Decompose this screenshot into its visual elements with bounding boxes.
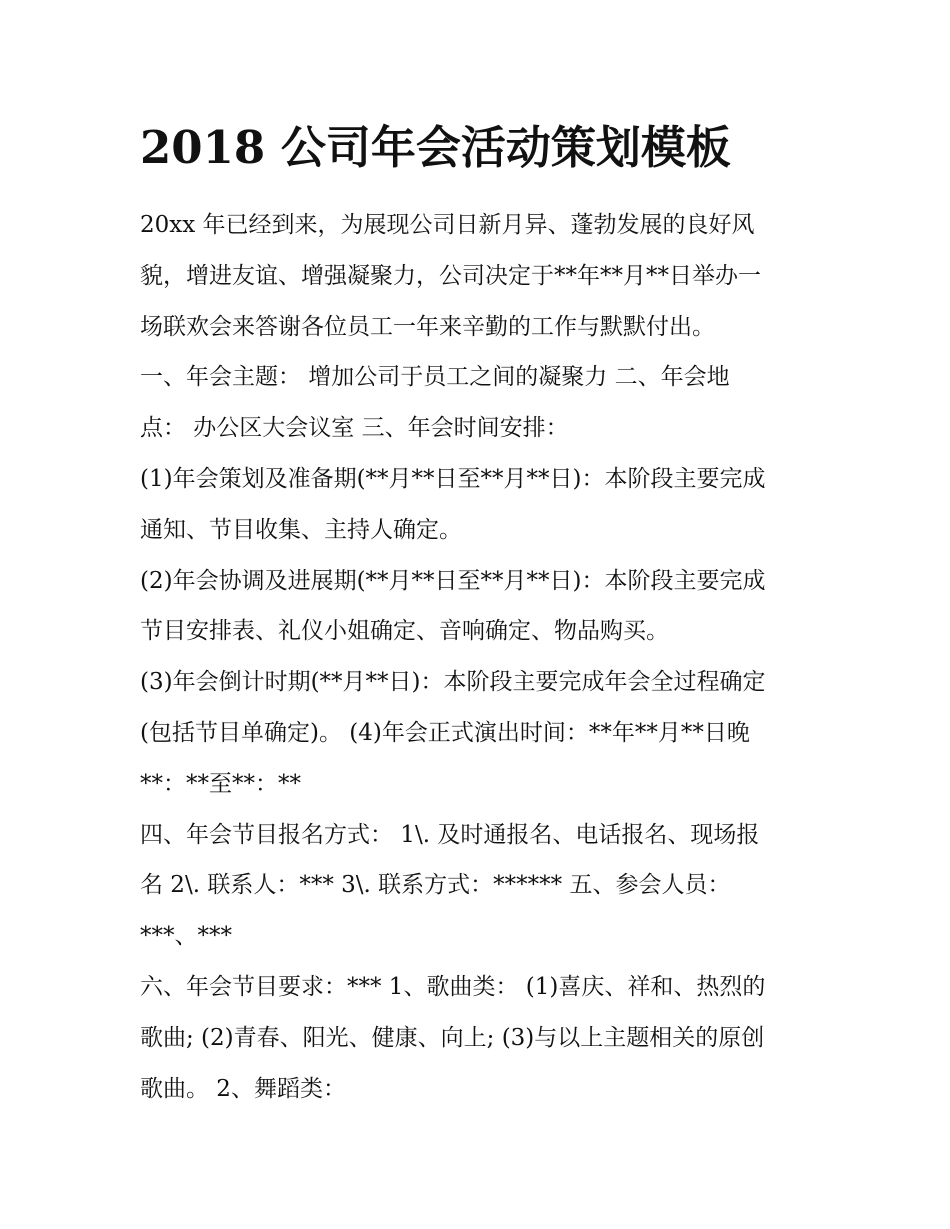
body-line: 一、年会主题： 增加公司于员工之间的凝聚力 二、年会地 [140,364,730,391]
body-line: **：**至**：** [140,770,301,797]
body-line: 貌，增进友谊、增强凝聚力，公司决定于**年**月**日举办一 [140,262,761,289]
body-line: (2)年会协调及进展期(**月**日至**月**日)：本阶段主要完成 [140,567,766,594]
body-line: 20xx 年已经到来，为展现公司日新月异、蓬勃发展的良好风 [140,212,755,238]
body-line: 点： 办公区大会议室 三、年会时间安排： [140,415,569,442]
body-line: 场联欢会来答谢各位员工一年来辛勤的工作与默默付出。 [140,313,715,340]
body-line: (包括节目单确定)。 (4)年会正式演出时间：**年**月**日晚 [140,719,750,746]
body-line: (1)年会策划及准备期(**月**日至**月**日)：本阶段主要完成 [140,465,766,492]
body-line: 歌曲。 2、舞蹈类： [140,1075,346,1102]
body-line: 通知、节目收集、主持人确定。 [140,516,462,543]
body-line: ***、*** [140,923,232,950]
body-line: 名 2\. 联系人：*** 3\. 联系方式：****** 五、参会人员： [140,872,731,899]
body-line: 六、年会节目要求：*** 1、歌曲类： (1)喜庆、祥和、热烈的 [140,973,766,1000]
document-body [140,200,812,1114]
document-title: 2018 公司年会活动策划模板 [140,121,731,174]
body-line: (3)年会倒计时期(**月**日)：本阶段主要完成年会全过程确定 [140,669,766,696]
body-line: 四、年会节目报名方式： 1\. 及时通报名、电话报名、现场报 [140,821,760,848]
body-line: 节目安排表、礼仪小姐确定、音响确定、物品购买。 [140,618,669,645]
body-line: 歌曲; (2)青春、阳光、健康、向上; (3)与以上主题相关的原创 [140,1024,765,1051]
